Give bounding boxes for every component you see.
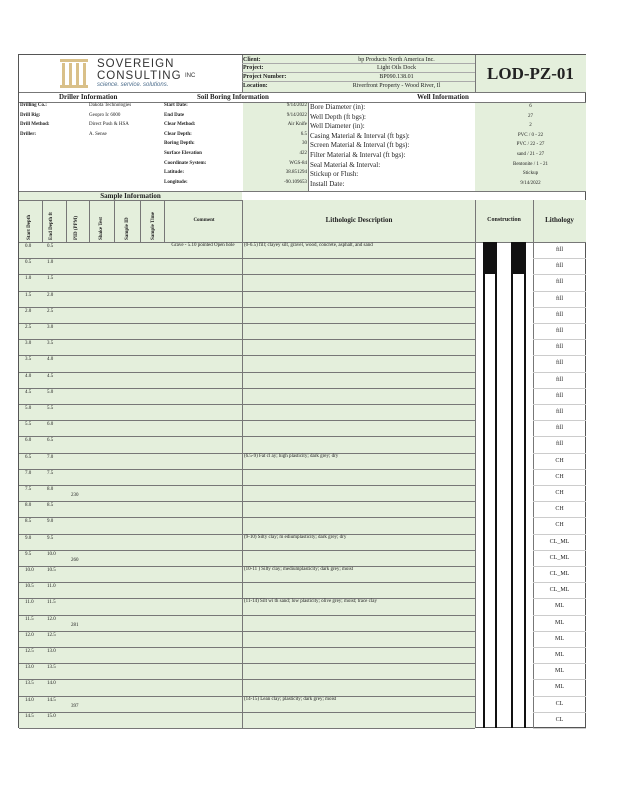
row-divider — [533, 258, 586, 259]
description-cell — [243, 470, 475, 485]
description-cell — [243, 308, 475, 323]
boring-value: 9/14/2022 — [286, 112, 307, 118]
end-depth-cell: 15.0 — [47, 713, 56, 719]
driller-label: Drill Rig: — [20, 112, 41, 118]
row-divider — [533, 339, 586, 340]
boring-value: 6.5 — [300, 131, 307, 137]
end-depth-cell: 7.0 — [47, 454, 54, 460]
col-sample-id: Sample ID — [125, 217, 130, 240]
boring-value: 30 — [302, 141, 307, 147]
lithology-cell: fill — [556, 425, 563, 432]
end-depth-cell: 12.0 — [47, 616, 56, 622]
row-divider — [533, 582, 586, 583]
start-depth-cell: 10.5 — [25, 584, 34, 590]
col-sample-time: Sample Time — [151, 211, 156, 240]
description-cell — [243, 437, 475, 452]
boring-value: 9/14/2022 — [286, 103, 307, 108]
boring-label: Boring Depth: — [164, 141, 195, 147]
row-divider — [533, 469, 586, 470]
row-divider — [533, 679, 586, 680]
company-logo — [59, 57, 239, 91]
end-depth-cell: 4.5 — [47, 373, 54, 379]
client-value: bp Products North America Inc. — [358, 57, 435, 63]
well-section-title: Well Information — [417, 93, 469, 101]
lithology-cell: CL_ML — [549, 587, 570, 594]
lithology-cell: ML — [555, 668, 564, 675]
well-label: Well Diameter (in): — [310, 122, 365, 131]
well-wall-right — [524, 242, 526, 728]
lithology-cell: CH — [555, 522, 564, 529]
end-depth-cell: 0.5 — [47, 244, 54, 249]
col-comment: Comment — [193, 218, 215, 223]
end-depth-cell: 2.5 — [47, 308, 54, 314]
well-id-title: LOD-PZ-01 — [487, 64, 574, 83]
driller-value: Dakota Technologies — [89, 103, 132, 108]
row-divider — [533, 517, 586, 518]
project-value: Light Oils Dock — [377, 65, 416, 71]
boring-section-title: Soil Boring Information — [197, 93, 269, 101]
well-label: Stickup or Flush: — [310, 170, 359, 179]
lithology-cell: fill — [556, 441, 563, 448]
end-depth-cell: 9.5 — [47, 535, 54, 541]
boring-label: Latitude: — [164, 170, 184, 176]
start-depth-cell: 1.5 — [25, 292, 32, 298]
row-divider — [533, 728, 586, 729]
well-value: PVC / 0 - 22 — [517, 132, 544, 138]
well-casing-left — [495, 242, 497, 728]
start-depth-cell: 7.5 — [25, 487, 32, 492]
well-value: 6 — [529, 104, 532, 109]
pid-cell: 281 — [71, 622, 79, 628]
start-depth-cell: 8.5 — [25, 519, 32, 525]
boring-label: Coordinate System: — [164, 160, 207, 166]
well-value: PVC / 22 - 27 — [516, 142, 545, 148]
description-cell — [243, 616, 475, 631]
col-lithologic-description: Lithologic Description — [325, 216, 393, 224]
col-start-depth: Start Depth — [27, 214, 32, 240]
lithology-cell: fill — [556, 328, 563, 334]
logo-tagline: science. service. solutions. — [97, 82, 169, 88]
row-divider — [533, 663, 586, 664]
row-divider — [533, 404, 586, 405]
row-divider — [19, 728, 475, 729]
row-divider — [533, 436, 586, 437]
boring-label: Longitude: — [164, 179, 188, 185]
col-shake-test: Shake Test — [99, 217, 104, 240]
driller-label: Driller: — [20, 131, 37, 137]
lithology-cell: fill — [556, 409, 563, 415]
driller-value: Direct Push & HSA — [89, 122, 129, 127]
lithology-cell: CL_ML — [549, 538, 570, 545]
lithology-cell: CL — [555, 700, 564, 707]
lithology-cell: fill — [556, 344, 563, 351]
description-text: (11-14) Silt wi th sand; low plasticity; olive grey; moist; trace clay — [244, 599, 377, 605]
location-value: Riverfront Property - Wood River, Il — [352, 83, 441, 89]
row-divider — [533, 291, 586, 292]
driller-value: A. Sense — [89, 131, 107, 137]
end-depth-cell: 9.0 — [47, 519, 54, 525]
description-cell — [243, 502, 475, 517]
end-depth-cell: 12.5 — [47, 632, 56, 638]
start-depth-cell: 13.0 — [25, 665, 34, 671]
description-cell — [243, 421, 475, 436]
column-logo-icon — [59, 57, 89, 89]
well-value: 2 — [529, 123, 532, 129]
description-cell — [243, 292, 475, 307]
row-divider — [533, 647, 586, 648]
lithology-cell: fill — [556, 360, 563, 367]
start-depth-cell: 9.0 — [25, 535, 32, 541]
row-divider — [533, 566, 586, 567]
lithology-cell: fill — [556, 279, 563, 286]
start-depth-cell: 10.0 — [25, 568, 34, 573]
start-depth-cell: 6.0 — [25, 438, 32, 444]
lithology-cell: CH — [555, 490, 564, 496]
well-label: Screen Material & Interval (ft bgs): — [310, 141, 410, 150]
start-depth-cell: 11.0 — [25, 600, 34, 606]
well-casing-right — [511, 242, 513, 728]
row-divider — [533, 550, 586, 551]
description-cell — [243, 518, 475, 533]
well-label: Install Date: — [310, 179, 345, 188]
lithology-cell: CL — [555, 716, 564, 723]
end-depth-cell: 3.0 — [47, 325, 54, 330]
boring-value: Air Knife — [287, 122, 307, 128]
lithology-cell: CL_ML — [549, 554, 570, 561]
end-depth-cell: 13.0 — [47, 649, 56, 654]
description-text: (14-15) Lean clay; plasticity; dark grey; moist — [244, 696, 337, 702]
row-divider — [533, 615, 586, 616]
description-cell — [243, 356, 475, 371]
boring-value: 422 — [299, 151, 307, 156]
well-label: Well Depth (ft bgs): — [310, 112, 367, 121]
end-depth-cell: 6.0 — [47, 422, 54, 428]
start-depth-cell: 2.5 — [25, 325, 32, 330]
start-depth-cell: 5.0 — [25, 406, 32, 411]
lithology-cell: CH — [555, 506, 564, 513]
driller-value: Geopro Ic 6000 — [89, 112, 121, 118]
end-depth-cell: 11.0 — [47, 584, 56, 590]
grout-seal-right — [512, 242, 525, 274]
start-depth-cell: 3.0 — [25, 341, 32, 347]
end-depth-cell: 13.5 — [47, 665, 56, 671]
logo-line2: CONSULTING — [97, 70, 182, 82]
boring-value: WGS-84 — [289, 160, 307, 166]
lithology-cell: fill — [556, 295, 563, 302]
pid-cell: 397 — [71, 703, 79, 709]
boring-label: Clear Method: — [164, 122, 196, 128]
boring-label: End Date — [164, 112, 185, 118]
start-depth-cell: 12.0 — [25, 632, 34, 638]
start-depth-cell: 8.0 — [25, 503, 32, 509]
end-depth-cell: 3.5 — [47, 341, 54, 347]
driller-label: Drill Method: — [20, 122, 50, 127]
boring-label: Surface Elevation — [164, 151, 202, 156]
well-label: Filter Material & Interval (ft bgs): — [310, 151, 406, 159]
comment-cell: Grave - 5.10 pointed Open hole — [171, 243, 235, 248]
description-cell — [243, 340, 475, 355]
well-label: Seal Material & Interval: — [310, 160, 381, 169]
description-cell — [243, 486, 475, 501]
well-value: Bentonite / 1 - 21 — [513, 161, 548, 167]
end-depth-cell: 10.5 — [47, 568, 56, 573]
description-text: (10-11 ) Silty clay; mediumplasticity; dark grey; moist — [244, 567, 354, 572]
description-text: (0-6.5) fill; clayey silt, gravel, wood, concrete, asphalt, and sand — [244, 243, 373, 248]
col-construction: Construction — [487, 217, 521, 223]
row-divider — [533, 372, 586, 373]
lithology-cell: CH — [555, 473, 564, 480]
description-text: (6.5-9) Fat cl ay; high plasticity; dark grey; dry — [244, 453, 339, 459]
row-divider — [533, 274, 586, 275]
end-depth-cell: 10.0 — [47, 551, 56, 557]
row-divider — [533, 453, 586, 454]
project-number-label: Project Number: — [243, 74, 287, 80]
end-depth-cell: 6.5 — [47, 438, 54, 444]
row-divider — [533, 485, 586, 486]
row-divider — [533, 420, 586, 421]
lithology-cell: ML — [555, 684, 564, 691]
client-label: Client: — [243, 57, 261, 63]
end-depth-cell: 14.0 — [47, 681, 56, 687]
row-divider — [533, 631, 586, 632]
start-depth-cell: 5.5 — [25, 422, 32, 428]
lithology-cell: ML — [555, 652, 564, 658]
lithology-cell: fill — [556, 263, 563, 270]
description-cell — [243, 405, 475, 420]
start-depth-cell: 7.0 — [25, 470, 32, 476]
start-depth-cell: 12.5 — [25, 649, 34, 654]
row-divider — [533, 323, 586, 324]
start-depth-cell: 4.0 — [25, 373, 32, 379]
description-cell — [243, 373, 475, 388]
column-divider — [475, 200, 476, 728]
lithology-cell: ML — [555, 635, 564, 642]
lithology-cell: fill — [556, 311, 563, 318]
boring-label: Clear Depth: — [164, 131, 192, 137]
row-divider — [533, 696, 586, 697]
lithology-cell: CH — [555, 457, 564, 464]
well-value: 27 — [528, 113, 533, 119]
boring-value: 38.851294 — [285, 170, 307, 176]
description-cell — [243, 259, 475, 274]
lithology-cell: fill — [556, 247, 563, 253]
boring-log-sheet — [18, 54, 586, 728]
start-depth-cell: 1.0 — [25, 276, 32, 282]
grout-seal-left — [484, 242, 496, 274]
end-depth-cell: 5.5 — [47, 406, 54, 411]
row-divider — [533, 355, 586, 356]
well-value: sand / 21 - 27 — [516, 152, 545, 157]
start-depth-cell: 0.0 — [25, 244, 32, 249]
lithology-cell: fill — [556, 392, 563, 399]
logo-line1: SOVEREIGN — [97, 58, 175, 70]
start-depth-cell: 0.5 — [25, 260, 32, 266]
row-divider — [533, 534, 586, 535]
description-cell — [243, 648, 475, 663]
end-depth-cell: 8.5 — [47, 503, 54, 509]
lithology-cell: CL_ML — [549, 571, 570, 577]
description-cell — [243, 551, 475, 566]
col-lithology: Lithology — [545, 216, 574, 224]
description-cell — [243, 275, 475, 290]
description-cell — [243, 583, 475, 598]
row-divider — [533, 388, 586, 389]
end-depth-cell: 8.0 — [47, 487, 54, 492]
end-depth-cell: 5.0 — [47, 389, 54, 395]
start-depth-cell: 3.5 — [25, 357, 32, 363]
start-depth-cell: 11.5 — [25, 616, 34, 622]
logo-inc: INC — [185, 73, 196, 79]
start-depth-cell: 9.5 — [25, 551, 32, 557]
row-divider — [533, 307, 586, 308]
pid-cell: 260 — [71, 557, 79, 563]
row-divider — [533, 598, 586, 599]
col-end-depth: End Depth ft — [49, 212, 54, 240]
end-depth-cell: 14.5 — [47, 697, 56, 703]
start-depth-cell: 13.5 — [25, 681, 34, 687]
description-cell — [243, 664, 475, 679]
boring-label: Start Date: — [164, 103, 188, 108]
well-label: Bore Diameter (in): — [310, 103, 366, 111]
row-divider — [533, 501, 586, 502]
well-value: 9/14/2022 — [520, 180, 541, 186]
end-depth-cell: 11.5 — [47, 600, 56, 606]
end-depth-cell: 4.0 — [47, 357, 54, 363]
start-depth-cell: 6.5 — [25, 454, 32, 460]
location-label: Location: — [243, 83, 268, 89]
row-divider — [533, 712, 586, 713]
end-depth-cell: 7.5 — [47, 470, 54, 476]
start-depth-cell: 2.0 — [25, 308, 32, 314]
well-label: Casing Material & Interval (ft bgs): — [310, 131, 410, 140]
well-value: Stickup — [522, 171, 539, 177]
lithology-cell: ML — [555, 603, 564, 610]
start-depth-cell: 14.5 — [25, 713, 34, 719]
description-cell — [243, 324, 475, 339]
driller-section-title: Driller Information — [59, 93, 118, 101]
project-number-value: BP090.138.01 — [379, 74, 414, 80]
start-depth-cell: 14.0 — [25, 697, 34, 703]
pid-cell: 230 — [71, 493, 79, 498]
end-depth-cell: 2.0 — [47, 292, 54, 298]
well-wall-left — [483, 242, 485, 728]
project-label: Project: — [243, 65, 264, 71]
lithology-cell: fill — [556, 376, 563, 383]
description-cell — [243, 389, 475, 404]
driller-label: Drilling Co.: — [20, 103, 47, 108]
sample-section-title: Sample Information — [100, 192, 161, 200]
end-depth-cell: 1.5 — [47, 276, 54, 282]
lithology-cell: ML — [555, 619, 564, 626]
boring-value: -90.109653 — [284, 179, 307, 185]
description-text: (9-10) Silty clay; m ediumplasticity; dark grey; dry — [244, 534, 347, 540]
start-depth-cell: 4.5 — [25, 389, 32, 395]
description-cell — [243, 713, 475, 728]
end-depth-cell: 1.0 — [47, 260, 54, 266]
description-cell — [243, 680, 475, 695]
col-pid: PID (PPM) — [74, 215, 79, 240]
description-cell — [243, 632, 475, 647]
